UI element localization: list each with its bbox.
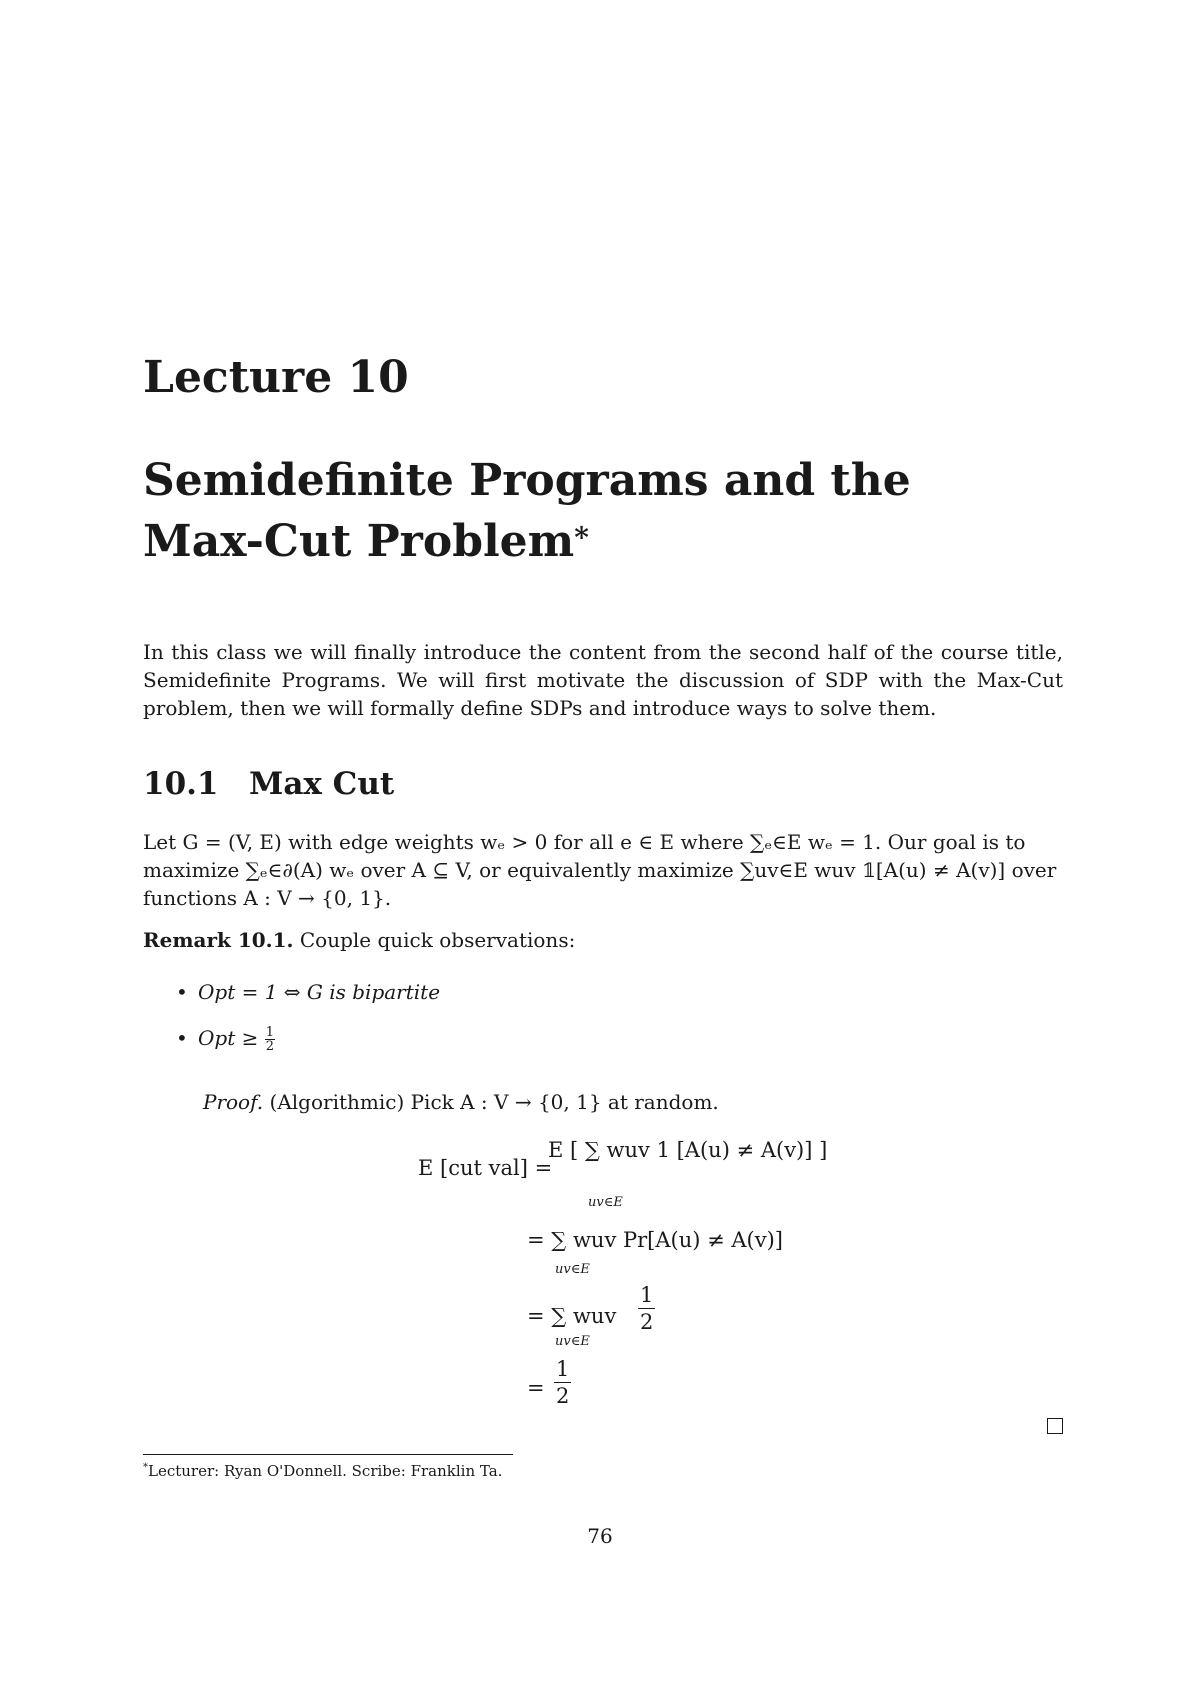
lecture-title [143,450,1043,572]
footnote-rule [143,1454,513,1455]
qed-square-icon [1047,1418,1063,1434]
equation-row-4-fraction: 1 2 [556,1357,570,1408]
definition-line-1: Let G = (V, E) with edge weights wₑ > 0 for all e ∈ E where ∑ₑ∈E wₑ = 1. Our goal is to [143,830,1026,854]
remark-label: Remark 10.1. [143,928,294,952]
bullet-text-1: Opt = 1 ⇔ G is bipartite [198,980,441,1004]
definition-line-3: functions A : V → {0, 1}. [143,886,392,910]
intro-paragraph: In this class we will finally introduce the content from the second half of the course title, Semidefinite Programs. We will first motivate the discussion of SDP with the Max-Cut problem, then we will formally define SDPs and introduce ways to solve them. [143,640,1063,720]
equation-row-1 [548,1140,827,1161]
equation-row-3-fraction: 1 2 [640,1283,654,1334]
title-footnote-mark: * [574,521,589,554]
bullet-text-2: Opt ≥ [198,1026,259,1050]
proof [203,1090,719,1114]
remark-text: Couple quick observations: [299,928,576,952]
bullet-item-2 [176,1026,275,1053]
footnote [143,1462,502,1480]
bullet-icon: • [176,1026,188,1050]
equation-row-1-text: E [ ∑ wuv 1 [A(u) ≠ A(v)] ] [548,1138,828,1162]
title-line-2 [143,511,1043,572]
footnote-text: Lecturer: Ryan O'Donnell. Scribe: Franklin Ta. [148,1462,503,1480]
section-heading [143,766,394,802]
section-title: Max Cut [249,766,395,802]
title-line-2-text: Max-Cut Problem [143,516,575,567]
equation-lhs: E [cut val] = [418,1156,553,1180]
equation-row-3-sub: uv∈E [555,1334,590,1349]
section-number: 10.1 [143,766,219,802]
page-number: 76 [587,1524,613,1548]
equation-row-4: = [527,1376,545,1400]
proof-text: (Algorithmic) Pick A : V → {0, 1} at random. [269,1090,719,1114]
footnote-mark: * [143,1462,148,1473]
definition-line-2: maximize ∑ₑ∈∂(A) wₑ over A ⊆ V, or equivalently maximize ∑uv∈E wuv 𝟙[A(u) ≠ A(v)] over [143,858,1057,882]
title-line-1: Semidefinite Programs and the [143,455,911,506]
max-cut-definition [143,828,1063,912]
half-fraction: $\frac{1}{2}$ [265,1025,274,1054]
equation-row-1-sub: uv∈E [588,1195,623,1210]
proof-label: Proof. [203,1090,264,1114]
chapter-heading: Lecture 10 [143,352,409,403]
bullet-icon: • [176,980,188,1004]
equation-row-2-sub: uv∈E [555,1262,590,1277]
remark [143,928,575,952]
equation-row-3-text: = ∑ wuv [527,1304,617,1328]
equation-row-2: = ∑ wuv Pr[A(u) ≠ A(v)] [527,1228,783,1252]
equation-row-3 [527,1306,616,1327]
bullet-item-1 [176,980,440,1004]
